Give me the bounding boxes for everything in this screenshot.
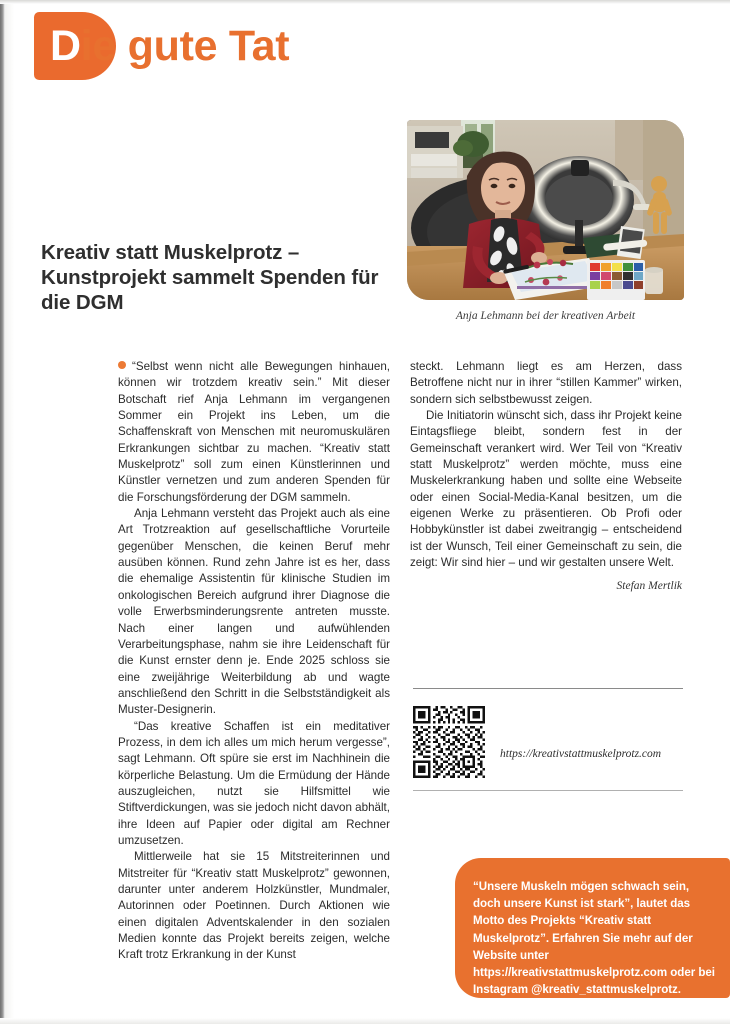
paragraph: steckt. Lehmann liegt es am Herzen, dass Betroffene nicht nur in ihrer “stillen Kammer” wirken, sondern sich selbstbewusst zeigen. — [410, 360, 682, 406]
paragraph-lead — [118, 359, 390, 506]
section-header-title — [50, 18, 289, 74]
lead-bullet-icon — [118, 361, 126, 369]
body-column-left — [118, 359, 390, 964]
qr-divider-bottom — [413, 790, 683, 791]
section-header-rest: ie gute Tat — [80, 22, 290, 70]
callout-text: “Unsere Muskeln mögen schwach sein, doch unsere Kunst ist stark”, lautet das Motto des Projekts “Kreativ statt Muskelprotz”. Erfahren Sie mehr auf der Website unter https://kreativstattmuskelprotz.com oder bei Instagram @kreativ_stattmuskelprotz. — [473, 880, 715, 997]
section-header-initial: D — [50, 22, 81, 70]
paragraph: Mittlerweile hat sie 15 Mitstreiterinnen und Mitstreiter für “Kreativ statt Muskelprotz” gewonnen, darunter unter anderem Holzkünstler, Mundmaler, Autorinnen oder Poetinnen. Durch Aktionen wie einen digitalen Adventskalender in den sozialen Medien konnte das Projekt bereits zeigen, welche Kraft trotz Erkrankung in der Kunst — [118, 850, 390, 962]
paragraph-lead-text: “Selbst wenn nicht alle Bewegungen hinhauen, können wir trotzdem kreativ sein.” Mit dieser Botschaft rief Anja Lehmann im vergangenen Sommer ein Projekt ins Leben, um die Schaffenskraft von Menschen mit neuromuskulären Erkrankungen sichtbar zu machen. “Kreativ statt Muskelprotz” soll zum einen Künstlerinnen und Künstler vernetzen und zum anderen Spenden für die Forschungsförderung der DGM sammeln. — [118, 360, 390, 504]
qr-divider-top — [413, 688, 683, 689]
qr-code[interactable] — [413, 706, 485, 778]
author-byline: Stefan Mertlik — [616, 580, 682, 593]
article-photo — [407, 120, 684, 300]
scan-top-edge — [0, 0, 730, 4]
scan-bottom-edge — [0, 1018, 730, 1024]
scan-left-gradient — [5, 0, 14, 1024]
photo-illustration — [407, 120, 684, 300]
article-headline: Kreativ statt Muskelprotz – Kunstprojekt sammelt Spenden für die DGM — [41, 240, 379, 314]
paragraph: Anja Lehmann versteht das Projekt auch als eine Art Trotzreaktion auf gesellschaftliche Vorurteile gegenüber Menschen, die keinen Beruf mehr ausüben können. Rund zehn Jahre ist es her, dass die ehemalige Assistentin für klinische Studien im onkologischen Bereich aufgrund ihrer Diagnose die volle Erwerbsminderungsrente antreten musste. Nach einer langen und aufwühlenden Verarbeitungsphase, nahm sie ihre Leidenschaft für die Kunst ernster denn je. Ende 2025 schloss sie eine zweijährige Weiterbildung ab und wagte anschließend den Schritt in die Selbstständigkeit als Muster-Designerin. — [118, 507, 390, 717]
qr-code-icon — [413, 706, 485, 778]
paragraph: Die Initiatorin wünscht sich, dass ihr Projekt keine Eintagsfliege bleibt, sondern fest in der Gemeinschaft verankert wird. Wer Teil von “Kreativ statt Muskelprotz” werden möchte, muss eine Muskelerkrankung haben und sollte eine Webseite oder einen Social-Media-Kanal besitzen, um die eigenen Werke zu präsentieren. Ob Profi oder Hobbykünstler ist dabei zweitrangig – entscheidend ist der Wunsch, Teil einer Gemeinschaft zu sein, die zeigt: Wir sind hier – und wir gestalten unsere Welt. — [410, 409, 682, 570]
body-column-right — [410, 359, 682, 595]
qr-url-text[interactable]: https://kreativstattmuskelprotz.com — [500, 748, 662, 760]
paragraph: “Das kreative Schaffen ist ein meditativer Prozess, in dem ich alles um mich herum vergesse”, sagt Lehmann. Oft spüre sie erst im Nachhinein die körperliche Belastung. Um die Ermüdung der Hände auszugleichen, nutzt sie Hilfsmittel wie Stiftverdickungen, was sie jedoch nicht davon abhält, ihre Ideen auf Papier oder digital am Rechner umzusetzen. — [118, 719, 390, 847]
callout-box — [455, 858, 730, 998]
photo-caption: Anja Lehmann bei der kreativen Arbeit — [455, 310, 636, 322]
section-header — [34, 12, 694, 84]
